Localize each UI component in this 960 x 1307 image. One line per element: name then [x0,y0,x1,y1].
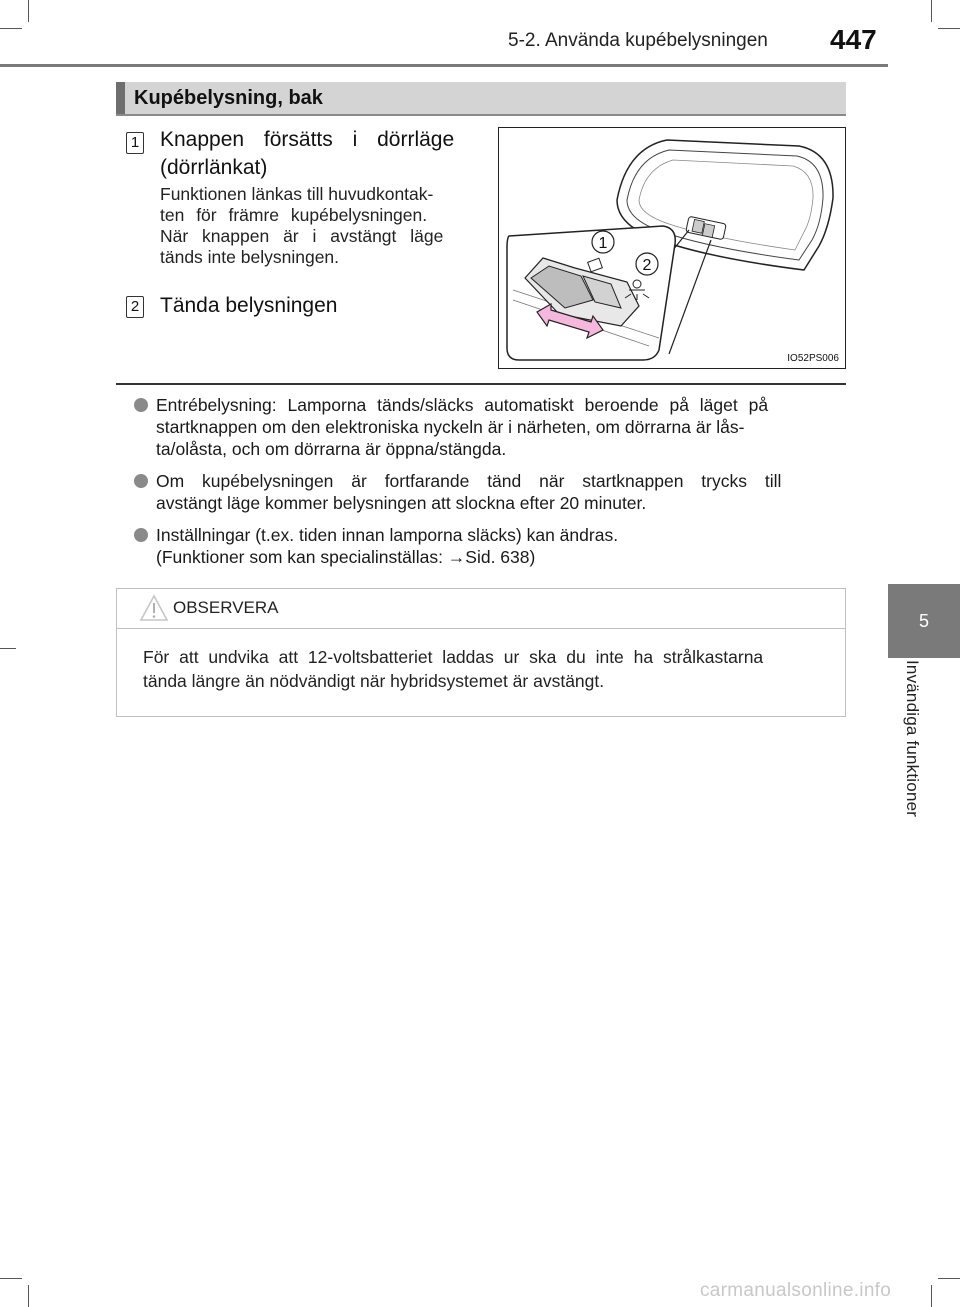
crop-mark [0,648,16,649]
warning-triangle-icon [139,594,169,622]
caution-text [143,645,829,693]
description-line: tänds inte belysningen. [160,247,340,267]
caution-header [117,589,845,629]
rear-interior-light-illustration [498,127,846,369]
footer-watermark: carmanualsonline.info [700,1280,892,1301]
page-number: 447 [830,24,877,55]
item-description [160,184,478,268]
crop-mark [28,1285,29,1307]
crop-mark [931,1285,932,1307]
crop-mark [938,28,960,29]
crop-mark [28,0,29,22]
bullet-item [134,394,846,460]
bullet-text [156,470,846,514]
bullet-text [156,524,846,568]
bullet-dot [134,528,148,542]
section-title: Kupébelysning, bak [134,87,323,109]
header-rule [0,64,888,67]
bullet-dot [134,398,148,412]
description-line: ten för främre kupébelysningen. [160,205,428,225]
bullet-line: startknappen om den elektroniska nyckeln är i närheten, om dörrarna är lås- [156,417,745,437]
crop-mark [0,28,22,29]
bullet-line: avstängt läge kommer belysningen att slockna efter 20 minuter. [156,493,647,513]
running-header-section: 5-2. Använda kupébelysningen [508,30,768,51]
bullet-dot [134,474,148,488]
description-line: När knappen är i avstängt läge [160,226,444,246]
chapter-title: Invändiga funktioner [903,660,922,818]
section-heading [116,82,846,116]
figure-callout-2: 2 [642,257,652,274]
bullet-item [134,524,846,568]
bullet-line: (Funktioner som kan specialinställas: →Sid. 638) [156,547,536,567]
item-title [160,126,480,182]
caution-line: tända längre än nödvändigt när hybridsystemet är avstängt. [143,671,605,691]
description-line: Funktionen länkas till huvudkontak- [160,184,434,204]
bullet-text [156,394,846,460]
figure-code: IO52PS006 [787,353,839,364]
section-divider [116,383,846,385]
caution-label: OBSERVERA [173,598,279,617]
caution-line: För att undvika att 12-voltsbatteriet laddas ur ska du inte ha strålkastarna [143,647,764,667]
caution-box [116,588,846,717]
item-title: Tända belysningen [160,294,338,317]
crop-mark [938,1278,960,1279]
chapter-number: 5 [918,610,929,631]
crop-mark [931,0,932,22]
bullet-item [134,470,846,514]
bullet-line: Entrébelysning: Lamporna tänds/släcks automatiskt beroende på läget på [156,395,769,415]
bullet-line: Inställningar (t.ex. tiden innan lamporna släcks) kan ändras. [156,525,619,545]
light-switch-drawing [499,128,844,367]
item-number-badge: 2 [126,296,144,318]
chapter-tab [888,584,960,658]
section-heading-accent [116,82,125,114]
bullet-line: Om kupébelysningen är fortfarande tänd när startknappen trycks till [156,471,782,491]
figure-callout-1: 1 [598,235,608,252]
bullet-line: ta/olåsta, och om dörrarna är öppna/stängda. [156,439,507,459]
item-title-line: Knappen försätts i dörrläge [160,128,455,151]
crop-mark [0,1278,22,1279]
item-title-line: (dörrlänkat) [160,156,268,179]
item-number-badge: 1 [126,132,144,154]
